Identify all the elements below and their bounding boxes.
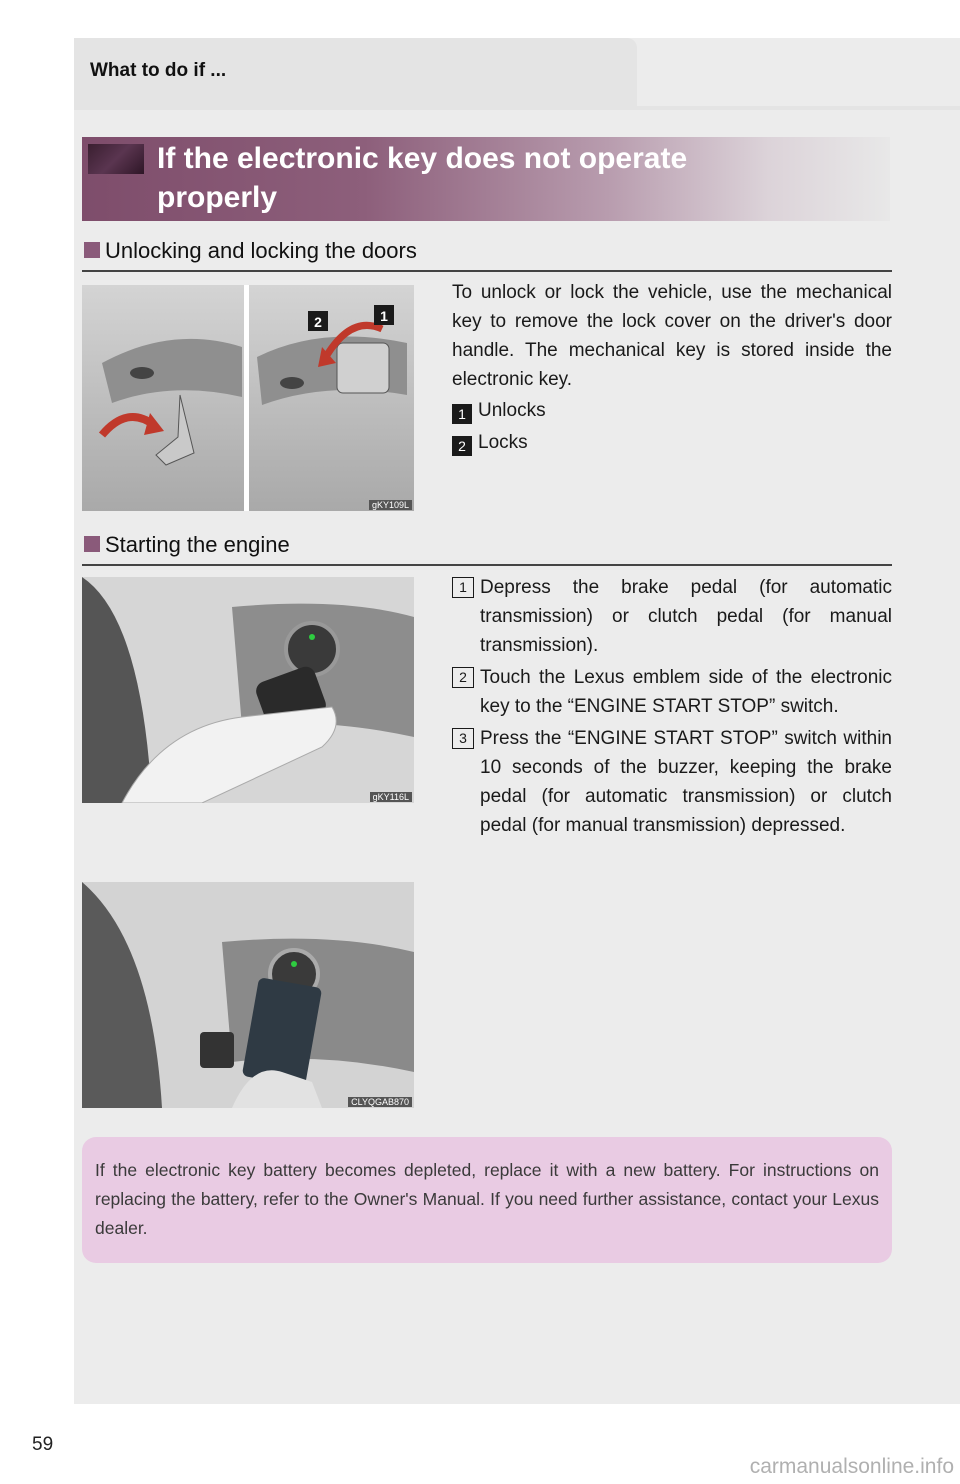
square-bullet-icon [84,536,100,552]
step-number-box: 3 [452,728,474,749]
step-number-box: 1 [452,577,474,598]
step-number-box: 2 [452,667,474,688]
step-text: Touch the Lexus emblem side of the electronic key to the “ENGINE START STOP” switch. [480,667,892,717]
title-swatch [88,144,144,174]
engine-heading [84,532,290,558]
engine-key-figure [82,577,414,803]
doors-heading [84,238,417,264]
page-title: If the electronic key does not operate properly [157,142,688,214]
legend-label: Locks [478,432,528,453]
doors-instructions: To unlock or lock the vehicle, use the mechanical key to remove the lock cover on the driver's door handle. The mechanical key is stored inside the electronic key. [452,282,892,390]
section-rule [82,270,892,272]
section-header: What to do if ... [90,60,227,81]
number-badge: 1 [452,404,472,424]
card-key-figure [82,882,414,1108]
header-strip [74,106,960,110]
engine-heading-text: Starting the engine [105,532,290,557]
step-text: Press the “ENGINE START STOP” switch within 10 seconds of the buzzer, keeping the brake pedal (for automatic transmission) or clutch pedal (for manual transmission) depressed. [480,728,892,836]
svg-text:2: 2 [314,314,322,330]
figure-code: gKY109L [369,500,412,510]
page-number: 59 [32,1434,54,1455]
engine-step-1 [452,573,892,660]
step-text: Depress the brake pedal (for automatic transmission) or clutch pedal (for manual transmission). [480,577,892,656]
number-badge: 2 [452,436,472,456]
engine-step-3 [452,724,892,840]
note-text: If the electronic key battery becomes depleted, replace it with a new battery. For instructions on replacing the battery, refer to the Owner's Manual. If you need further assistance, contact your Lexus dealer. [95,1160,879,1238]
figure-code: gKY116L [370,792,412,802]
square-bullet-icon [84,242,100,258]
doors-heading-text: Unlocking and locking the doors [105,238,417,263]
door-handle-figure [82,285,414,511]
svg-text:1: 1 [380,308,388,324]
footer-watermark: carmanualsonline.info [749,1455,954,1478]
section-rule [82,564,892,566]
legend-locks [452,431,528,456]
figure-code: CLYQGAB870 [348,1097,412,1107]
engine-step-2 [452,663,892,721]
legend-label: Unlocks [478,400,546,421]
legend-unlocks [452,399,546,424]
